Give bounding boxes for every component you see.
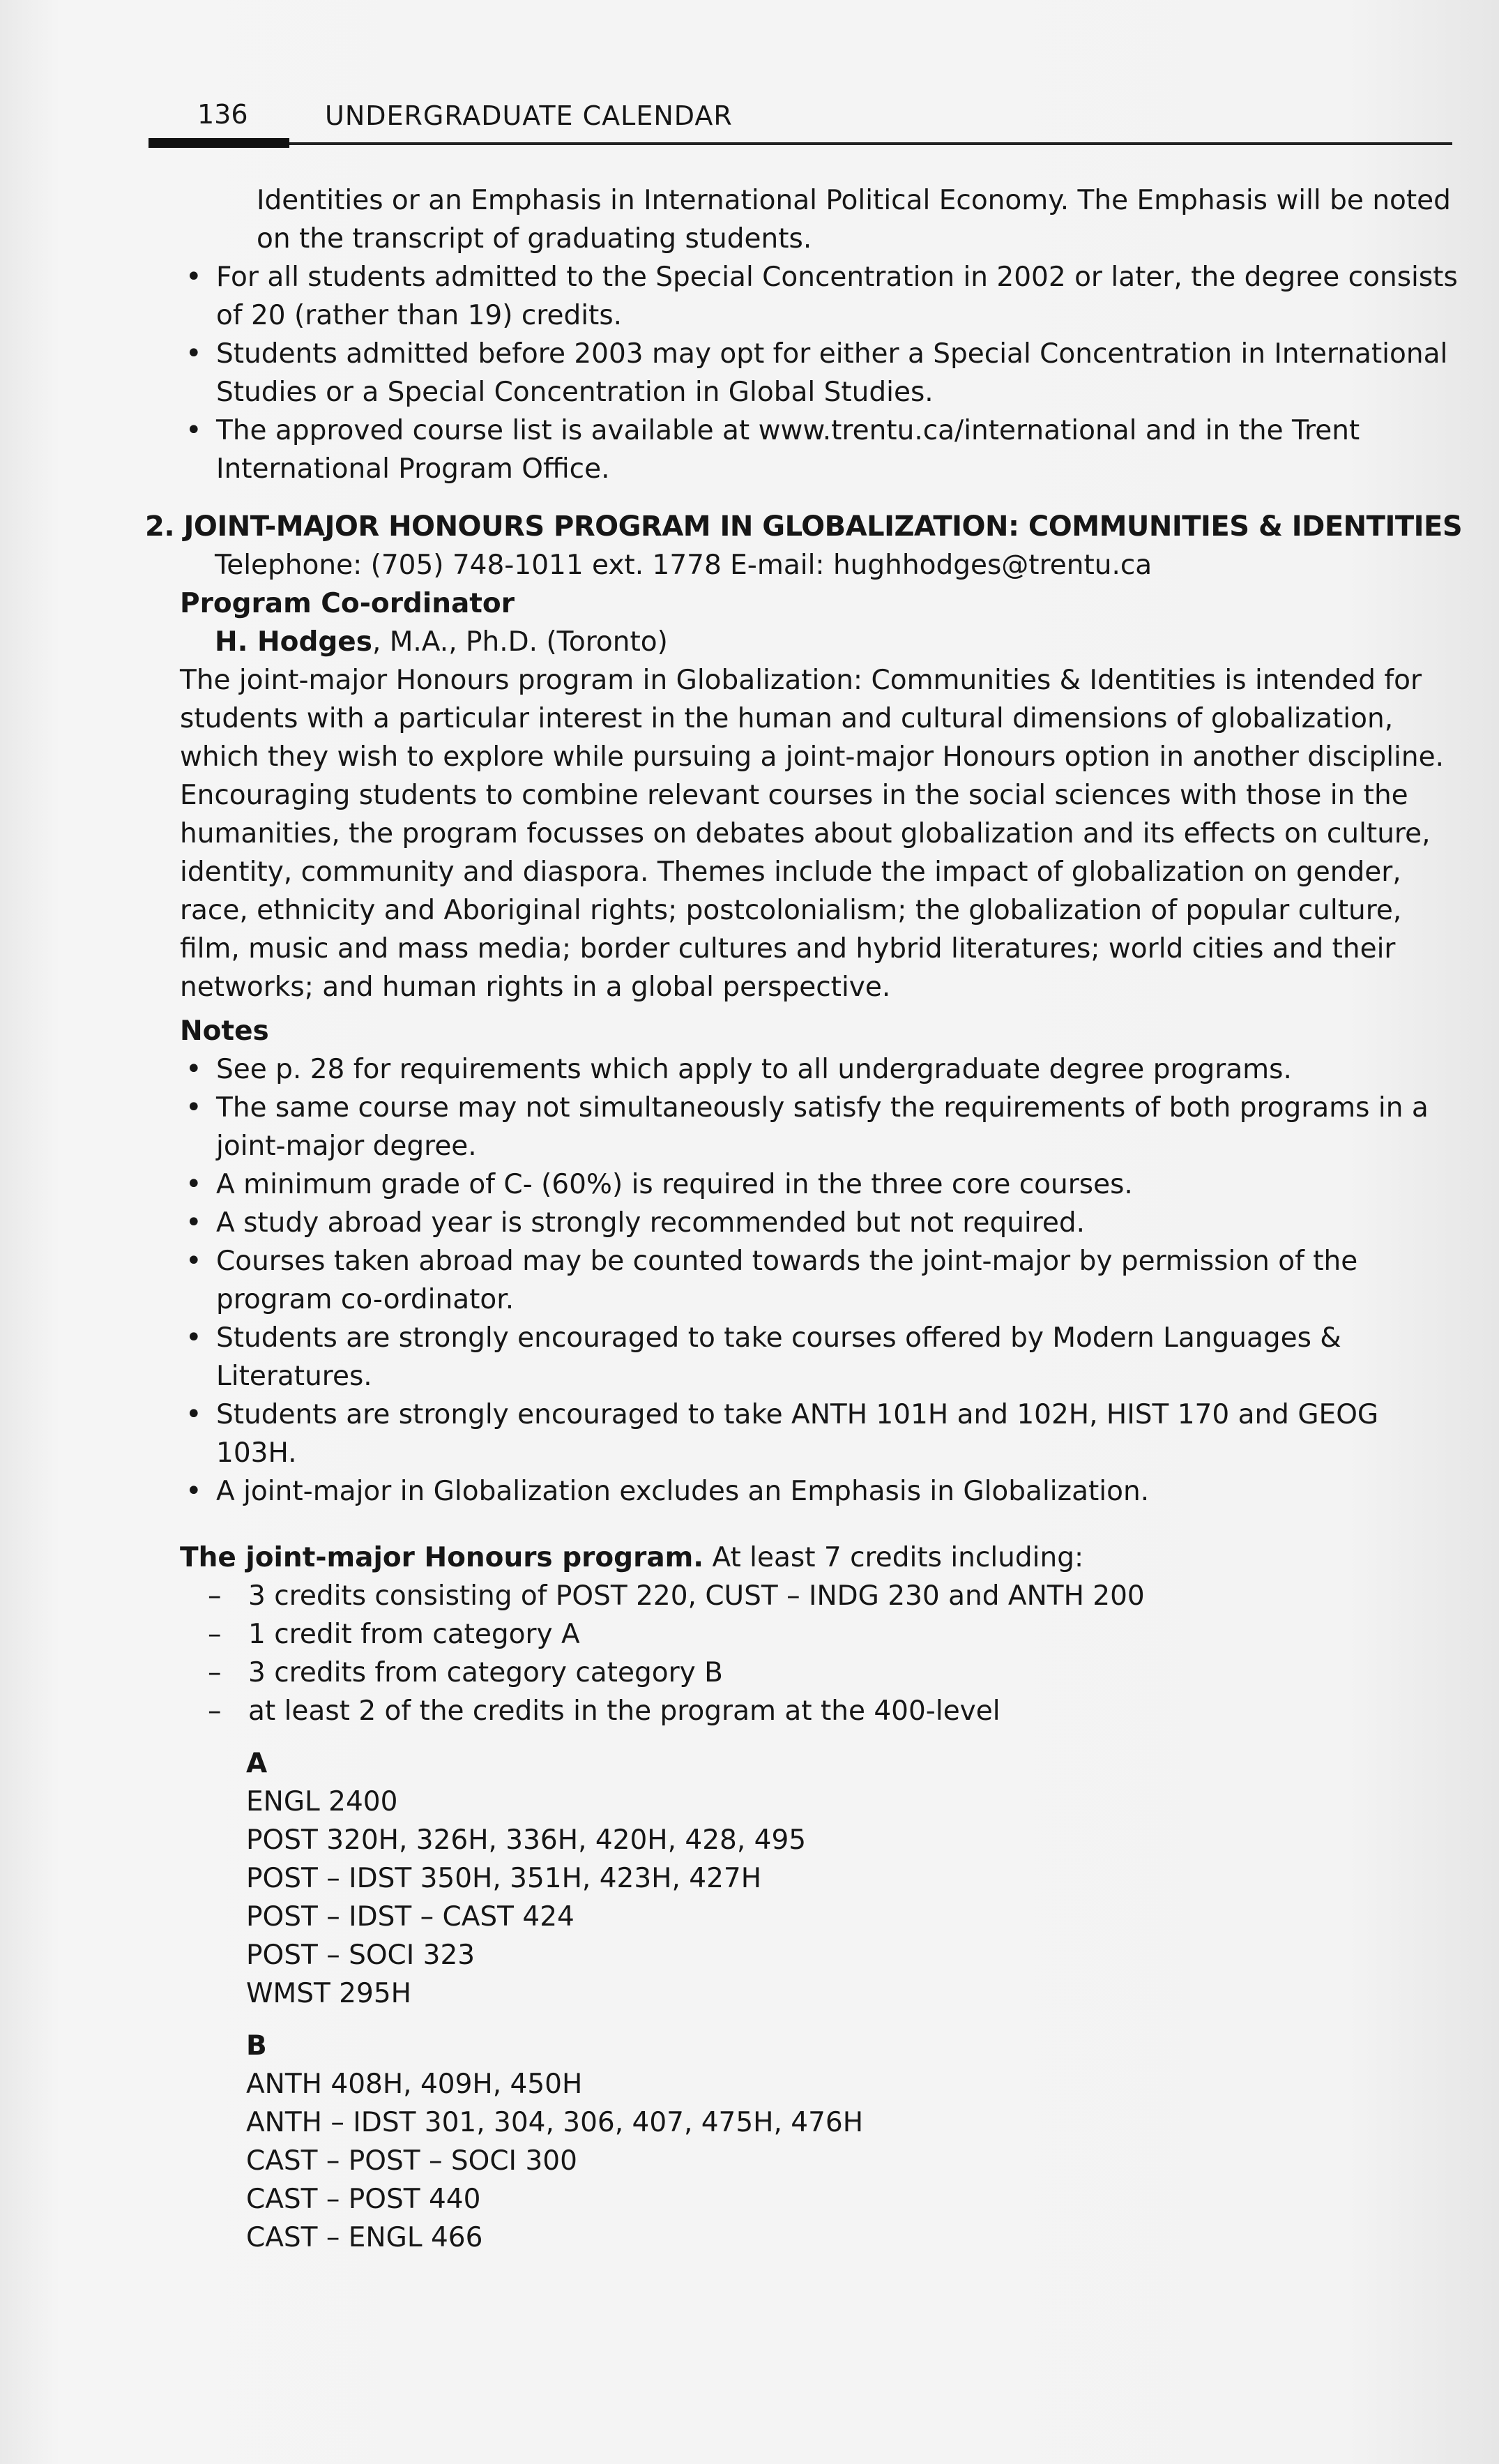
course-item: ANTH – IDST 301, 304, 306, 407, 475H, 476H (246, 2107, 864, 2138)
program-requirements-intro (180, 1539, 1463, 1577)
intro-bullet: • The approved course list is available at www.trentu.ca/international and in the Trent International Program Office. (180, 411, 1463, 488)
requirement-item: – 3 credits from category category B (208, 1654, 1463, 1692)
category-b-label: B (246, 2030, 267, 2062)
requirement-item: – 1 credit from category A (208, 1615, 1463, 1654)
program-description: The joint-major Honours program in Globalization: Communities & Identities is intended for students with a particular interest in the human and cultural dimensions of globalization, which they wish to explore while pursuing a joint-major Honours option in another discipline. Encouraging students to combine relevant courses in the social sciences with those in the humanities, the program focusses on debates about globalization and its effects on culture, identity, community and diaspora. Themes include the impact of globalization on gender, race, ethnicity and Aboriginal rights; postcolonialism; the globalization of popular culture, film, music and mass media; border cultures and hybrid literatures; world cities and their networks; and human rights in a global perspective. (180, 665, 1445, 1003)
coordinator-name: H. Hodges (215, 626, 372, 658)
course-item: CAST – POST – SOCI 300 (246, 2145, 577, 2177)
course-item: POST – IDST 350H, 351H, 423H, 427H (246, 1863, 762, 1894)
note-item: • Students are strongly encouraged to take ANTH 101H and 102H, HIST 170 and GEOG 103H. (180, 1396, 1463, 1472)
course-item: WMST 295H (246, 1978, 411, 2009)
program-intro: At least 7 credits including: (703, 1542, 1084, 1573)
course-item: CAST – POST 440 (246, 2184, 481, 2215)
coordinator-label: Program Co-ordinator (180, 588, 515, 619)
section-heading: 2. JOINT-MAJOR HONOURS PROGRAM IN GLOBALIZATION: COMMUNITIES & IDENTITIES (145, 511, 1463, 543)
note-item: • The same course may not simultaneously satisfy the requirements of both programs in a joint-major degree. (180, 1089, 1463, 1165)
coordinator-credentials: , M.A., Ph.D. (Toronto) (372, 626, 668, 658)
course-item: POST – SOCI 323 (246, 1940, 475, 1971)
note-item: • Courses taken abroad may be counted towards the joint-major by permission of the program co-ordinator. (180, 1242, 1463, 1319)
category-a (180, 1744, 1463, 2013)
contact-line: Telephone: (705) 748-1011 ext. 1778 E-mail: hughhodges@trentu.ca (215, 550, 1152, 581)
category-b (180, 2027, 1463, 2257)
category-b-items (246, 2065, 1463, 2257)
intro-bullet: • For all students admitted to the Special Concentration in 2002 or later, the degree consists of 20 (rather than 19) credits. (180, 258, 1463, 335)
category-a-label: A (246, 1748, 268, 1779)
program-label: The joint-major Honours program. (180, 1542, 704, 1573)
note-item: • A minimum grade of C- (60%) is required in the three core courses. (180, 1165, 1463, 1204)
note-item: • See p. 28 for requirements which apply to all undergraduate degree programs. (180, 1050, 1463, 1089)
intro-bullet-list (180, 258, 1463, 488)
category-a-items (246, 1783, 1463, 2013)
course-item: ANTH 408H, 409H, 450H (246, 2069, 583, 2100)
intro-bullet: • Students admitted before 2003 may opt for either a Special Concentration in International Studies or a Special Concentration in Global Studies. (180, 335, 1463, 411)
course-item: POST 320H, 326H, 336H, 420H, 428, 495 (246, 1824, 807, 1856)
notes-list (180, 1050, 1463, 1511)
note-item: • A joint-major in Globalization excludes an Emphasis in Globalization. (180, 1472, 1463, 1511)
coordinator (180, 623, 1463, 661)
course-item: POST – IDST – CAST 424 (246, 1901, 575, 1933)
note-item: • Students are strongly encouraged to take courses offered by Modern Languages & Literatures. (180, 1319, 1463, 1396)
course-item: CAST – ENGL 466 (246, 2222, 483, 2253)
requirements-list (180, 1577, 1463, 1730)
notes-label: Notes (180, 1015, 269, 1047)
page-content (145, 181, 1463, 2257)
requirement-item: – 3 credits consisting of POST 220, CUST – INDG 230 and ANTH 200 (208, 1577, 1463, 1615)
page-number: 136 (197, 99, 248, 130)
note-item: • A study abroad year is strongly recommended but not required. (180, 1204, 1463, 1242)
running-title: UNDERGRADUATE CALENDAR (325, 100, 733, 131)
header-rule-accent (149, 138, 289, 148)
intro-continuation: Identities or an Emphasis in International Political Economy. The Emphasis will be noted on the transcript of graduating students. (257, 185, 1451, 255)
header-rule (149, 142, 1452, 145)
course-item: ENGL 2400 (246, 1786, 398, 1817)
page-header (149, 99, 1452, 148)
requirement-item: – at least 2 of the credits in the program at the 400-level (208, 1692, 1463, 1730)
